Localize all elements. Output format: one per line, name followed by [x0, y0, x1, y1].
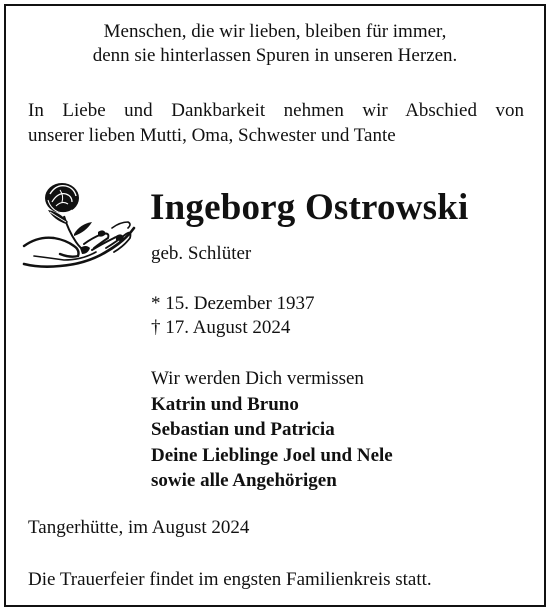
verse-line-2: denn sie hinterlassen Spuren in unseren Herzen. — [92, 45, 458, 66]
deceased-name: Ingeborg Ostrowski — [150, 187, 469, 228]
birth-date: * 15. Dezember 1937 — [151, 293, 315, 314]
funeral-note: Die Trauerfeier findet im engsten Familienkreis statt. — [28, 569, 432, 590]
rose-in-hands-icon — [20, 172, 142, 276]
life-dates — [151, 292, 315, 340]
obituary-notice — [4, 4, 546, 607]
mourners-intro: Wir werden Dich vermissen — [151, 368, 364, 389]
mourner-name: sowie alle Angehörigen — [151, 470, 337, 491]
mourner-name: Sebastian und Patricia — [151, 419, 335, 440]
place-and-date: Tangerhütte, im August 2024 — [28, 517, 250, 538]
memorial-verse — [6, 20, 544, 68]
verse-line-1: Menschen, die wir lieben, bleiben für immer, — [103, 21, 447, 42]
birth-name: geb. Schlüter — [151, 243, 252, 264]
intro-line-1: In Liebe und Dankbarkeit nehmen wir Abschied von — [28, 100, 524, 121]
mourners-list — [151, 366, 393, 494]
death-date: † 17. August 2024 — [151, 317, 291, 338]
farewell-intro — [28, 98, 524, 148]
mourner-name: Deine Lieblinge Joel und Nele — [151, 444, 393, 466]
intro-line-2: unserer lieben Mutti, Oma, Schwester und Tante — [28, 125, 396, 146]
mourner-name: Katrin und Bruno — [151, 393, 299, 415]
